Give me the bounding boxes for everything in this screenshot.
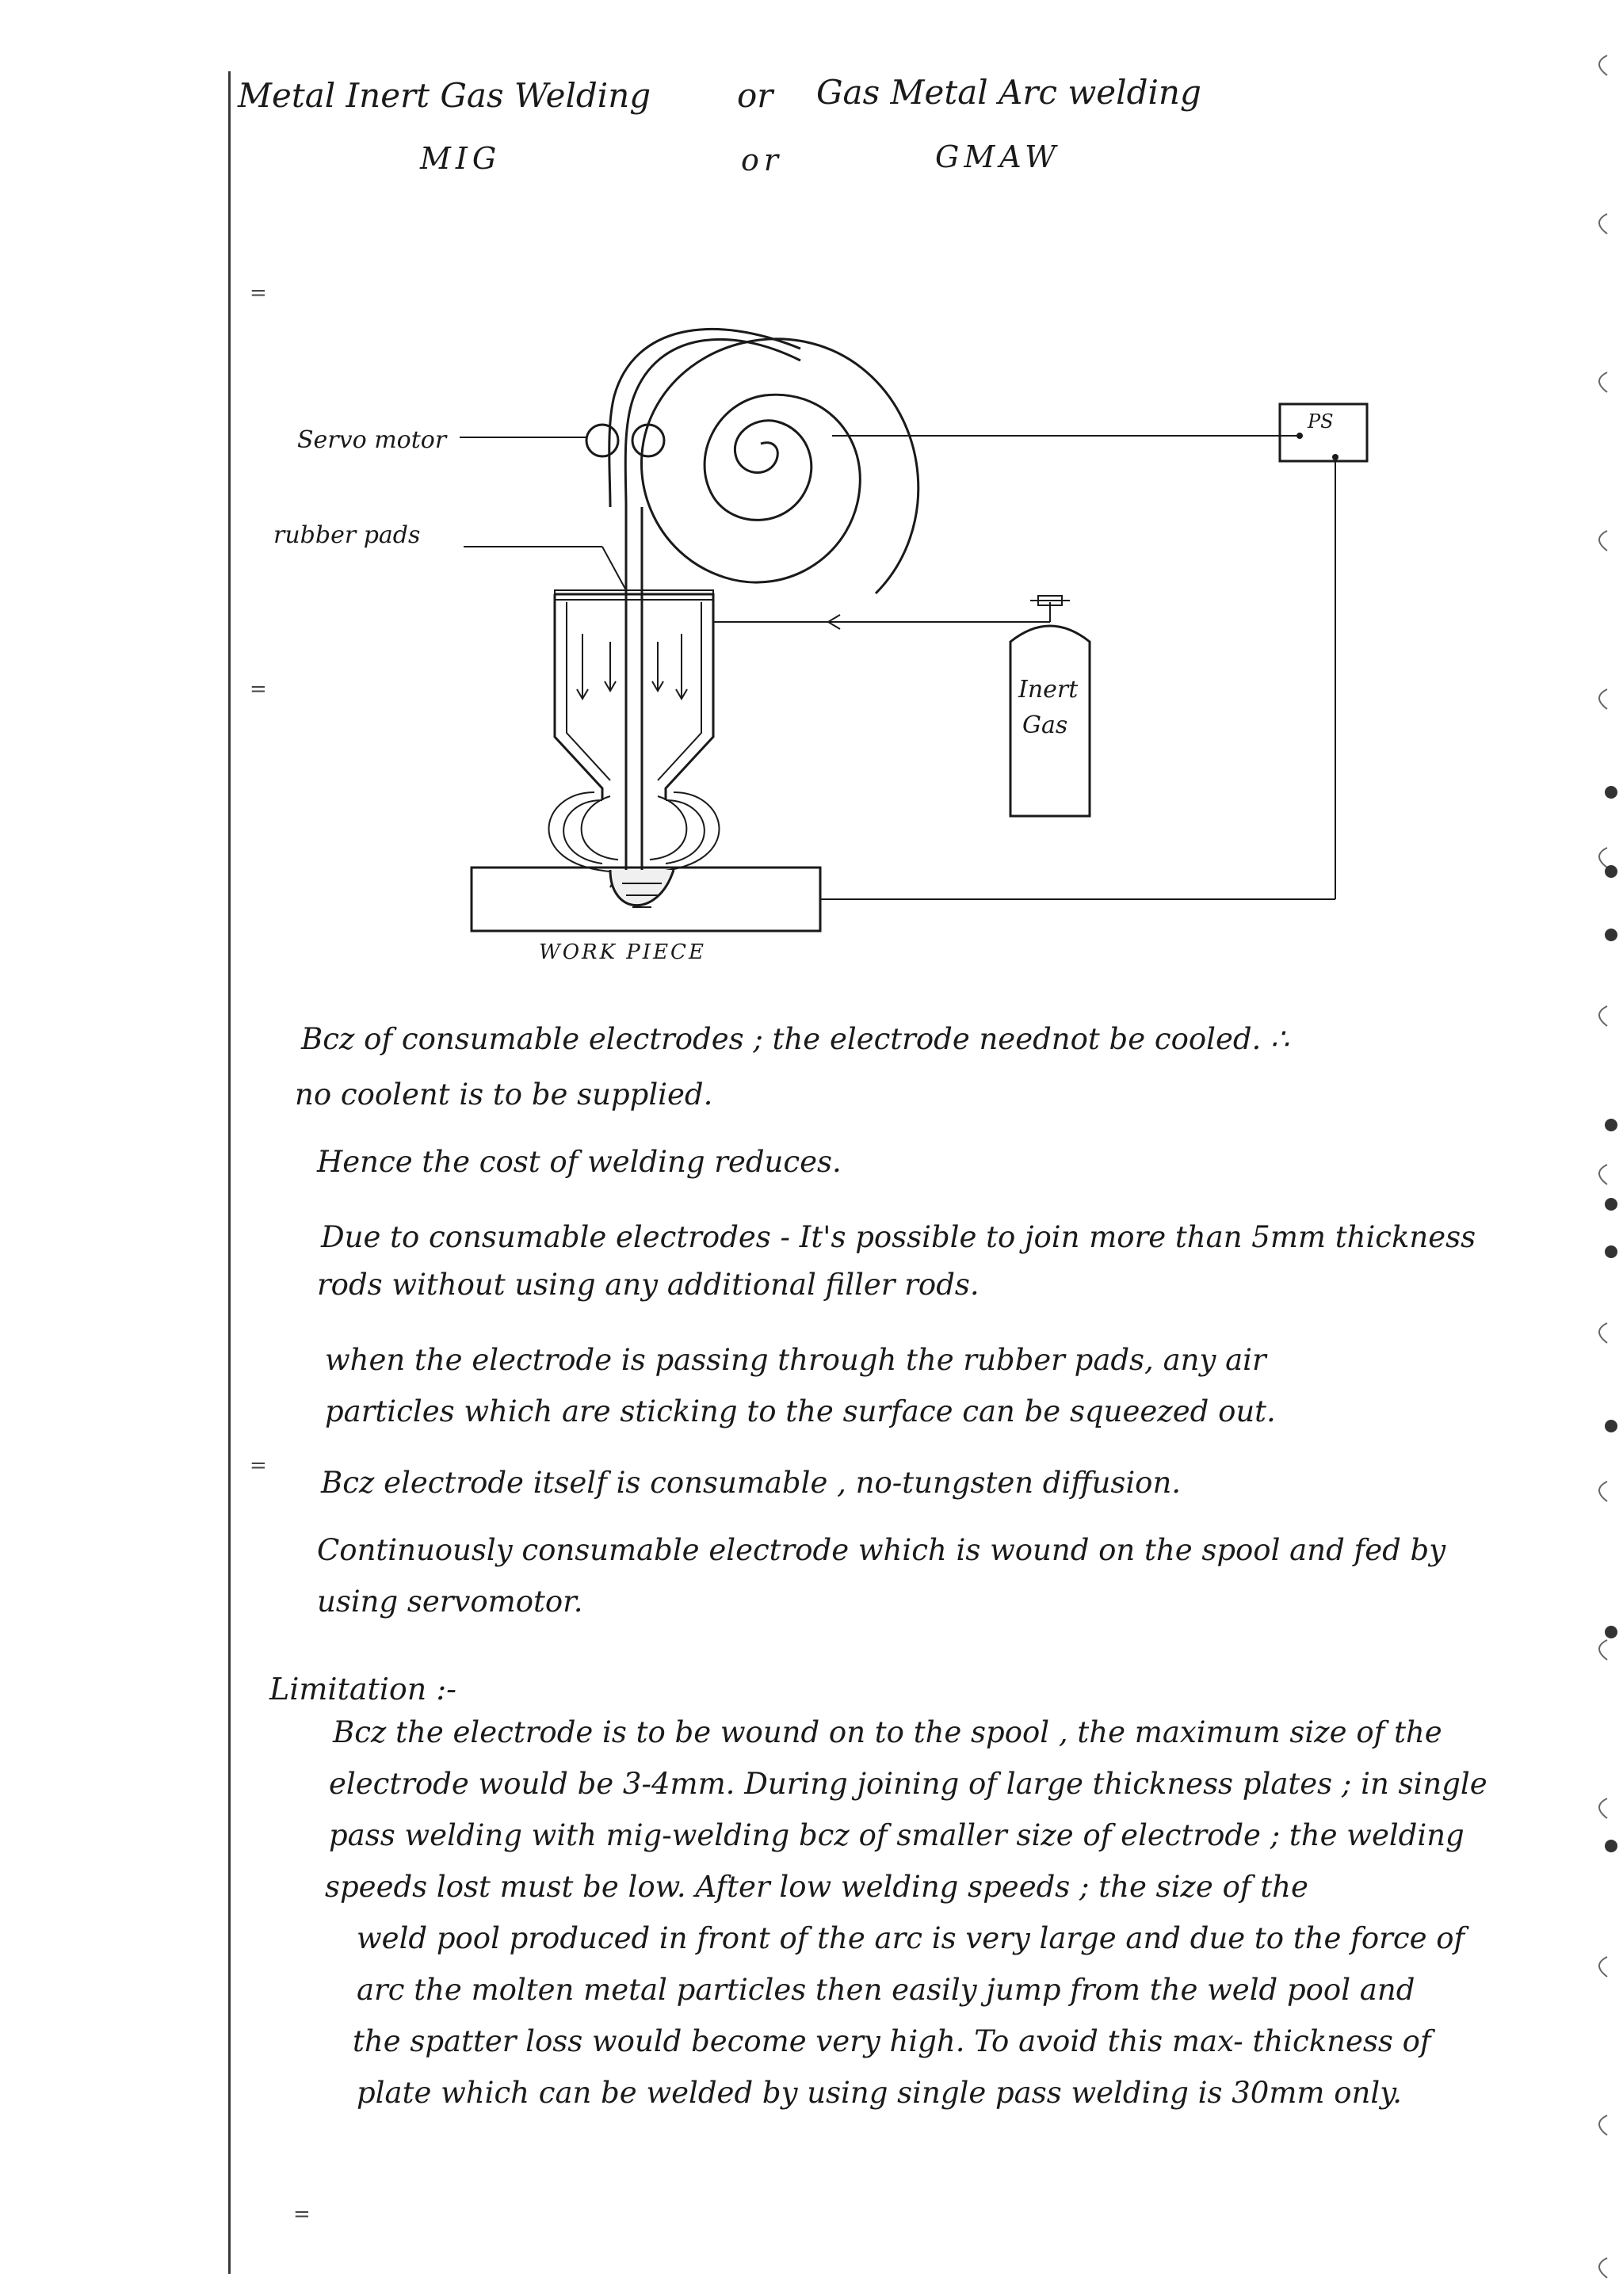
- margin-mark: =: [293, 2203, 311, 2226]
- limitation-line: plate which can be welded by using single pass welding is 30mm only.: [357, 2076, 1402, 2110]
- title-right: Gas Metal Arc welding: [816, 73, 1201, 112]
- title-or: or: [737, 76, 773, 115]
- limitation-line: electrode would be 3-4mm. During joining of large thickness plates ; in single: [329, 1767, 1487, 1801]
- subtitle-left: MIG: [420, 141, 502, 176]
- note-line: when the electrode is passing through the rubber pads, any air: [325, 1343, 1266, 1377]
- spiral-binding-icon: [1568, 0, 1623, 2296]
- note-line: no coolent is to be supplied.: [295, 1077, 713, 1112]
- limitation-line: Bcz the electrode is to be wound on to the spool , the maximum size of the: [333, 1715, 1442, 1749]
- subtitle-right: GMAW: [935, 139, 1061, 174]
- note-line: Bcz of consumable electrodes ; the electrode neednot be cooled. ∴: [301, 1022, 1289, 1056]
- note-line: particles which are sticking to the surface can be squeezed out.: [325, 1394, 1276, 1428]
- note-line: using servomotor.: [317, 1585, 583, 1619]
- note-line: Due to consumable electrodes - It's possible to join more than 5mm thickness: [321, 1220, 1476, 1254]
- limitation-line: weld pool produced in front of the arc is very large and due to the force of: [357, 1921, 1465, 1955]
- electrode-wire: [625, 339, 800, 507]
- margin-mark: =: [250, 281, 267, 305]
- note-line: Bcz electrode itself is consumable , no-tungsten diffusion.: [321, 1466, 1182, 1500]
- limitation-heading: Limitation :-: [269, 1672, 456, 1707]
- limitation-line: arc the molten metal particles then easily jump from the weld pool and: [357, 1973, 1415, 2007]
- label-ps: PS: [1308, 410, 1334, 433]
- limitation-line: the spatter loss would become very high. To avoid this max- thickness of: [353, 2024, 1431, 2058]
- margin-mark: =: [250, 677, 267, 701]
- weld-pool: [610, 870, 674, 906]
- limitation-line: pass welding with mig-welding bcz of smaller size of electrode ; the welding: [329, 1818, 1465, 1852]
- welding-nozzle: [555, 594, 713, 800]
- margin-mark: =: [250, 1454, 267, 1478]
- label-rubber-pads: rubber pads: [273, 521, 421, 549]
- note-line: Continuously consumable electrode which is wound on the spool and fed by: [317, 1533, 1446, 1567]
- wire-spool-icon: [641, 339, 918, 593]
- label-gas: Gas: [1022, 711, 1068, 739]
- note-line: rods without using any additional filler rods.: [317, 1268, 980, 1302]
- limitation-line: speeds lost must be low. After low welding speeds ; the size of the: [325, 1870, 1308, 1904]
- mig-welding-diagram: [0, 301, 1426, 982]
- note-line: Hence the cost of welding reduces.: [317, 1145, 842, 1179]
- title-left: Metal Inert Gas Welding: [238, 76, 651, 115]
- servo-roller-icon: [632, 425, 664, 456]
- servo-roller-icon: [586, 425, 618, 456]
- label-workpiece: WORK PIECE: [539, 940, 706, 964]
- subtitle-or: or: [741, 143, 784, 177]
- label-servo-motor: Servo motor: [297, 426, 447, 454]
- label-inert: Inert: [1018, 676, 1079, 704]
